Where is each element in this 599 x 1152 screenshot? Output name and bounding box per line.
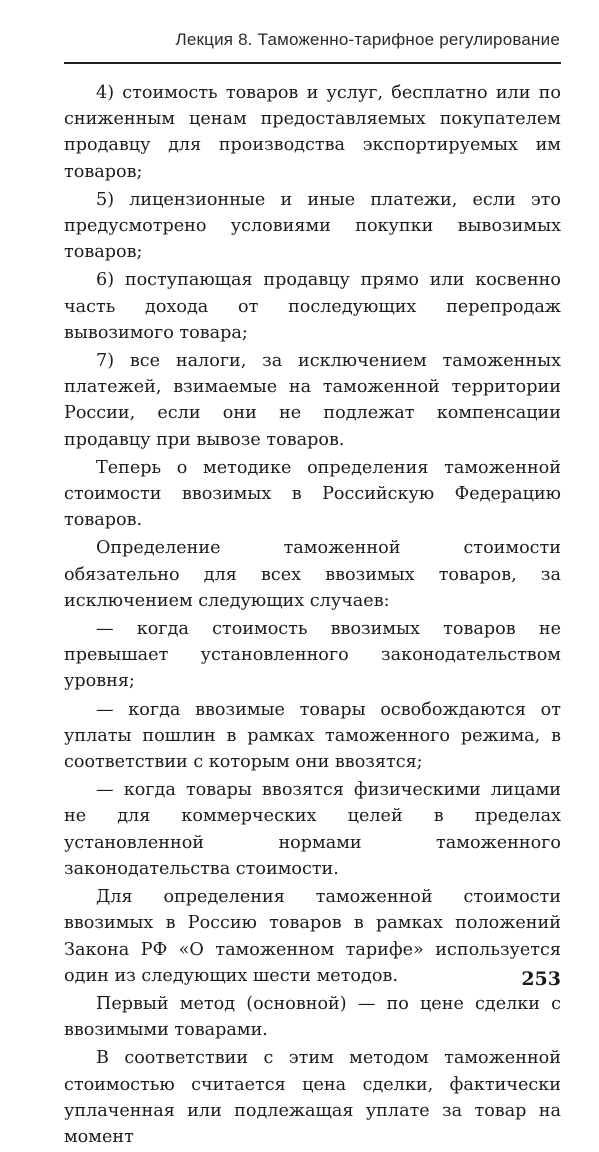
header-rule — [64, 62, 561, 64]
paragraph: 6) поступающая продавцу прямо или косвенно часть дохода от последующих перепродаж вывозимого товара; — [64, 270, 561, 343]
paragraph: Для определения таможенной стоимости ввозимых в Россию товаров в рамках положений Закона РФ «О таможенном тарифе» используется один из следующих шести методов. — [64, 887, 561, 986]
paragraph: — когда стоимость ввозимых товаров не превышает установленного законодательством уровня; — [64, 619, 561, 692]
paragraph: — когда товары ввозятся физическими лицами не для коммерческих целей в пределах установленной нормами таможенного законодательства стоимости. — [64, 780, 561, 879]
paragraph: 4) стоимость товаров и услуг, бесплатно или по сниженным ценам предоставляемых покупателем продавцу для производства экспортируемых им товаров; — [64, 83, 561, 182]
paragraph: 7) все налоги, за исключением таможенных платежей, взимаемые на таможенной территории России, если они не подлежат компенсации продавцу при вывозе товаров. — [64, 351, 561, 450]
page-number: 253 — [521, 968, 561, 990]
paragraph: В соответствии с этим методом таможенной стоимостью считается цена сделки, фактически уплаченная или подлежащая уплате за товар на момент — [64, 1048, 561, 1147]
paragraph: Определение таможенной стоимости обязательно для всех ввозимых товаров, за исключением следующих случаев: — [64, 538, 561, 611]
paragraph: — когда ввозимые товары освобождаются от уплаты пошлин в рамках таможенного режима, в соответствии с которым они ввозятся; — [64, 699, 561, 773]
page-body — [64, 80, 561, 1152]
running-header: Лекция 8. Таможенно-тарифное регулирование — [175, 30, 560, 49]
paragraph: Теперь о методике определения таможенной стоимости ввозимых в Российскую Федерацию товаров. — [64, 457, 561, 531]
paragraph: 5) лицензионные и иные платежи, если это предусмотрено условиями покупки вывозимых товаров; — [64, 189, 561, 263]
paragraph: Первый метод (основной) — по цене сделки с ввозимыми товарами. — [64, 993, 561, 1041]
